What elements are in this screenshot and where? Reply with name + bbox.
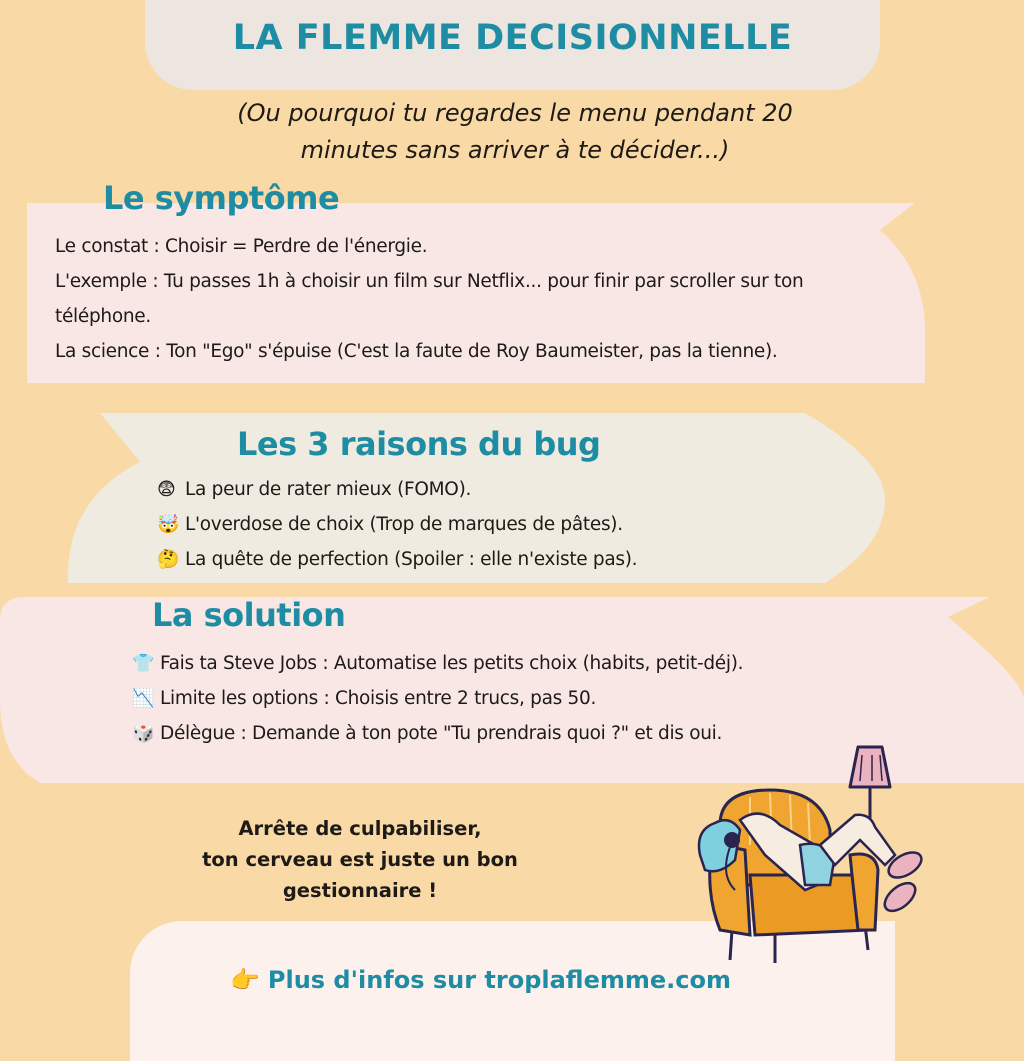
subtitle-line: (Ou pourquoi tu regardes le menu pendant 20 — [237, 99, 793, 127]
fearful-face-icon: 😨 — [157, 479, 176, 500]
symptome-line: L'exemple : Tu passes 1h à choisir un film sur Netflix... pour finir par scroller sur ton — [55, 271, 804, 292]
list-item — [157, 507, 637, 542]
closing-message — [150, 813, 570, 906]
tshirt-icon: 👕 — [132, 653, 155, 674]
raisons-list — [157, 472, 637, 577]
symptome-line: téléphone. — [55, 306, 151, 327]
closing-line: ton cerveau est juste un bon — [202, 848, 518, 871]
cta-text[interactable]: Plus d'infos sur troplaflemme.com — [267, 966, 732, 994]
list-item — [132, 681, 743, 716]
list-item — [157, 542, 637, 577]
list-item-text: L'overdose de choix (Trop de marques de pâtes). — [185, 514, 623, 535]
raisons-heading: Les 3 raisons du bug — [237, 425, 601, 463]
symptome-content — [55, 229, 803, 369]
list-item-text: Délègue : Demande à ton pote "Tu prendrais quoi ?" et dis oui. — [160, 723, 723, 744]
game-die-icon: 🎲 — [132, 723, 155, 744]
list-item-text: Fais ta Steve Jobs : Automatise les petits choix (habits, petit-déj). — [160, 653, 744, 674]
list-item — [132, 716, 743, 751]
symptome-line: La science : Ton "Ego" s'épuise (C'est la faute de Roy Baumeister, pas la tienne). — [55, 341, 778, 362]
subtitle-line: minutes sans arriver à te décider...) — [300, 136, 730, 164]
closing-line: gestionnaire ! — [282, 879, 438, 902]
closing-line: Arrête de culpabiliser, — [238, 817, 482, 840]
pointing-hand-icon: 👉 — [230, 966, 260, 994]
solution-list — [132, 646, 743, 751]
list-item-text: Limite les options : Choisis entre 2 trucs, pas 50. — [160, 688, 597, 709]
subtitle — [120, 95, 910, 169]
list-item-text: La peur de rater mieux (FOMO). — [185, 479, 472, 500]
exploding-head-icon: 🤯 — [157, 514, 180, 535]
list-item — [157, 472, 637, 507]
symptome-line: Le constat : Choisir = Perdre de l'énergie. — [55, 236, 428, 257]
chart-decreasing-icon: 📉 — [132, 688, 155, 709]
cta-link[interactable] — [230, 966, 731, 994]
solution-heading: La solution — [152, 596, 346, 634]
page-title: LA FLEMME DECISIONNELLE — [232, 18, 793, 58]
list-item — [132, 646, 743, 681]
list-item-text: La quête de perfection (Spoiler : elle n'existe pas). — [185, 549, 638, 570]
thinking-face-icon: 🤔 — [157, 549, 180, 570]
armchair-illustration — [680, 735, 960, 965]
symptome-heading: Le symptôme — [103, 179, 340, 217]
